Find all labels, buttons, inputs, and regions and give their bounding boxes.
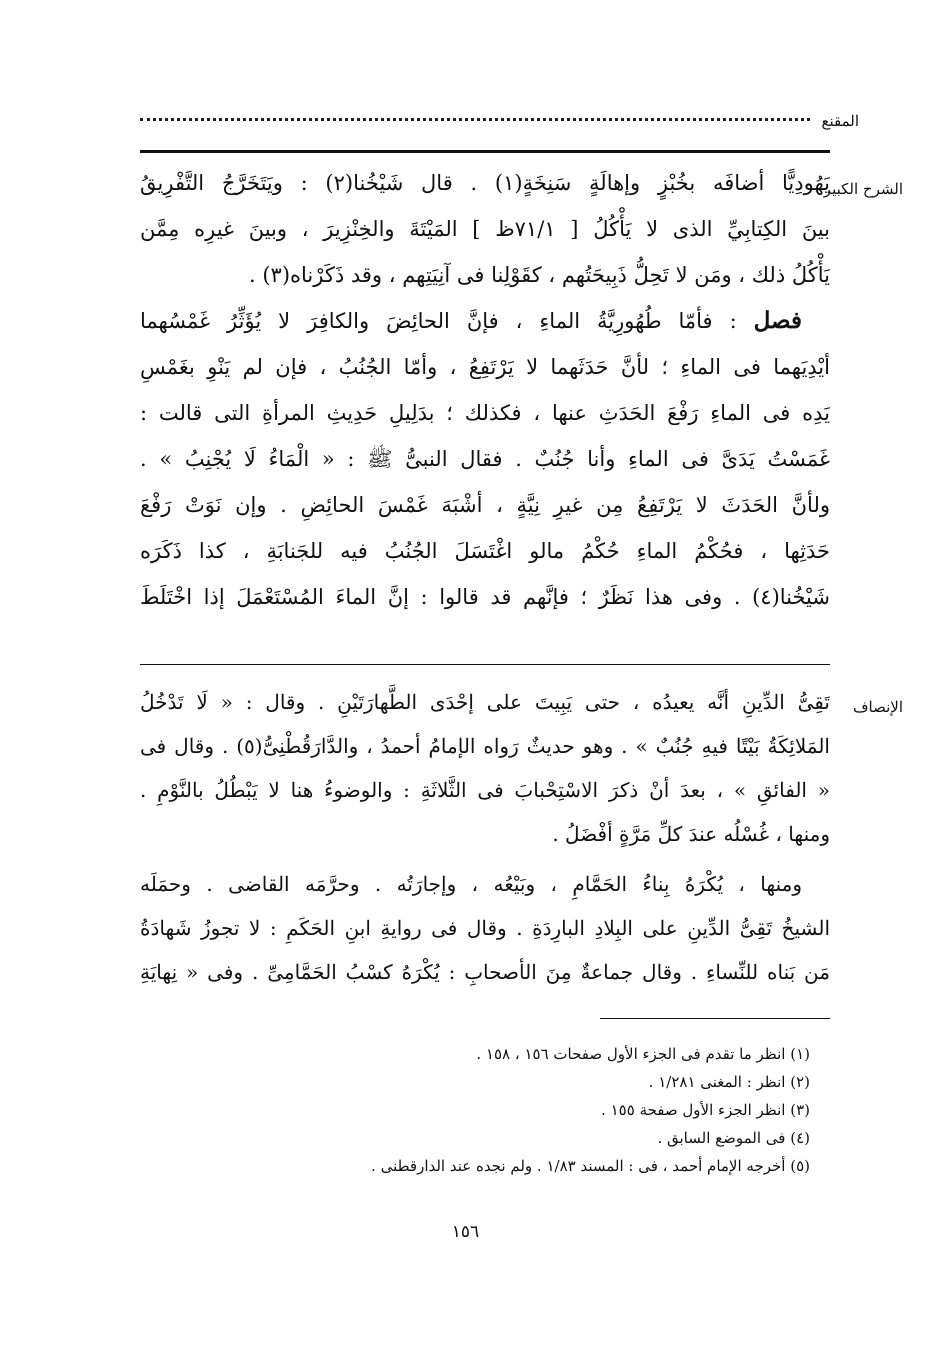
text-line: يَدِه فى الماءِ رَفْعَ الحَدَثِ عنها ، فكذلك ؛ بدَلِيلِ حَدِيثِ المرأةِ التى قالت : (140, 401, 830, 425)
header-dotted-rule (140, 118, 810, 121)
text-line: الشيخُ تَقِىُّ الدِّينِ على البِلادِ البارِدَةِ . وقال فى روايةِ ابنِ الحَكَمِ : لا تجوزُ شَهادَةُ (140, 916, 830, 940)
side-label-insaf: الإنصاف (852, 698, 903, 716)
footnote: (٥) أخرجه الإمام أحمد ، فى : المسند ١/٨٣ . ولم نجده عند الدارقطنى . (371, 1157, 810, 1175)
text-line: شَيْخُنا(٤) . وفى هذا نَظَرٌ ؛ فإنَّهم قد قالوا : إنَّ الماءَ المُسْتَعْمَلَ إذا اخْتَلَطَ (140, 585, 830, 609)
text-line: تَقِىُّ الدِّينِ أنَّه يعيدُه ، حتى يَبِيتَ على إحْدَى الطَّهارَتَيْنِ . وقال : « لَا تَدْخُلُ (140, 690, 830, 714)
header-rule (140, 150, 830, 153)
footnote: (١) انظر ما تقدم فى الجزء الأول صفحات ١٥٦ ، ١٥٨ . (476, 1045, 810, 1063)
section-divider (140, 664, 830, 665)
text-line: يَأْكُلُ ذلك ، ومَن لا تَحِلُّ ذَبِيحَتُهم ، كقَوْلِنا فى آنِيَتِهم ، وقد ذَكَرْناه(٣) . (248, 263, 830, 287)
running-title: المقنع (821, 112, 859, 130)
footnote: (٢) انظر : المغنى ١/٢٨١ . (648, 1073, 810, 1091)
text-line: غَمَسْتُ يَدَىَّ فى الماءِ وأنا جُنُبٌ . فقال النبىُّ ﷺ : « الْمَاءُ لَا يُجْنِبُ » . (140, 447, 830, 471)
upper-text-block (140, 160, 830, 620)
text-line: أيْدِيَهما فى الماءِ ؛ لأنَّ حَدَثَهما لا يَرْتَفِعُ ، وأمّا الجُنُبُ ، فإن لم يَنْوِ بغَمْسِ (140, 355, 830, 379)
text-line: ولأنَّ الحَدَثَ لا يَرْتَفِعُ مِن غيرِ نِيَّةٍ ، أشْبَهَ غَمْسَ الحائِضِ . وإن نَوَتْ رَفْعَ (140, 493, 830, 517)
footnote-rule (600, 1018, 830, 1019)
text-line: ومنها ، يُكْرَهُ بِناءُ الحَمَّامِ ، وبَيْعُه ، وإجارَتُه . وحرَّمَه القاضى . وحمَلَه (140, 872, 802, 896)
page-number-text: ١٥٦ (451, 1222, 480, 1242)
fasl-line (140, 298, 830, 344)
text-line: بينَ الكِتابِيِّ الذى لا يَأْكُلُ [ ٧١/١ظ ] المَيْتَةَ والخِنْزِيرَ ، وبينَ غيرِه مِمَّن (140, 217, 830, 241)
text-line: حَدَثِها ، فحُكْمُ الماءِ حُكْمُ مالو اغْتَسَلَ الجُنُبُ فيه للجَنابَةِ ، كذا ذَكَرَه (140, 539, 830, 563)
text-line: ومنها ، غُسْلُه عندَ كلِّ مَرَّةٍ أفْضَلُ . (552, 822, 830, 846)
footnotes (140, 1040, 830, 1180)
text-line: « الفائقِ » ، بعدَ أنْ ذكرَ الاسْتِحْبابَ فى الثَّلاثَةِ : والوضوءُ هنا لا يَبْطُلُ بالنَّوْمِ . (140, 778, 830, 802)
footnote: (٣) انظر الجزء الأول صفحة ١٥٥ . (601, 1101, 810, 1119)
text-line: المَلائِكَةُ بَيْتًا فيهِ جُنُبٌ » . وهو حديثٌ رَواه الإمامُ أحمدُ ، والدَّارَقُطْنِىُّ(٥) . وقال فى (140, 734, 830, 758)
text-line: مَن بَناه للنِّساءِ . وقال جماعةٌ مِنَ الأصحابِ : يُكْرَهُ كسْبُ الحَمَّامِىِّ . وفى « نِهايَةِ (140, 960, 830, 984)
text-line: يَهُودِيًّا أضافَه بخُبْزٍ وإهالَةٍ سَنِخَةٍ(١) . قال شَيْخُنا(٢) : ويَتَخَرَّجُ التَّفْرِيقُ (140, 171, 830, 195)
side-label-sharh: الشرح الكبير (823, 180, 903, 198)
fasl-text: : فأمّا طُهُورِيَّةُ الماءِ ، فإنَّ الحائِضَ والكافِرَ لا يُؤَثِّرُ غَمْسُهما (140, 309, 754, 333)
fasl-heading: فصل (753, 307, 802, 334)
footnote: (٤) فى الموضع السابق . (657, 1129, 810, 1147)
page-number (0, 1222, 951, 1242)
lower-text-block (140, 680, 830, 994)
